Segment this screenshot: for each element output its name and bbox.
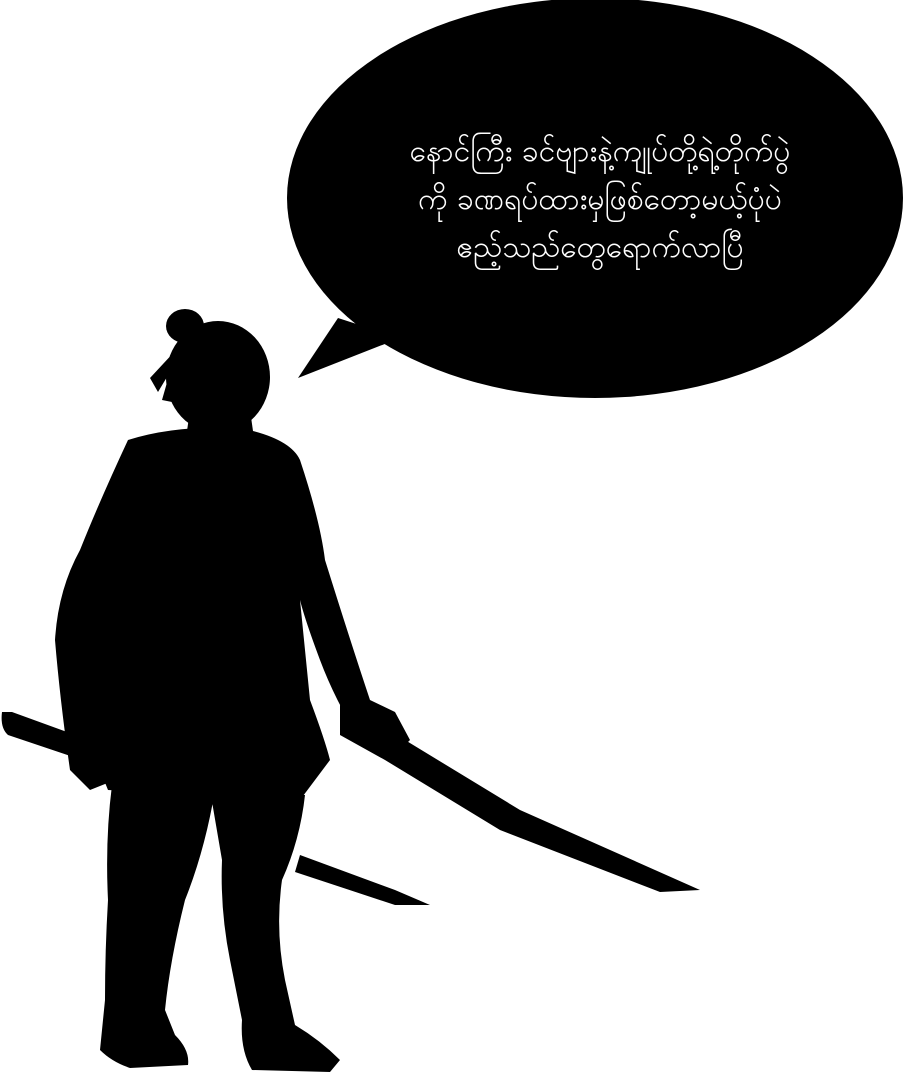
speech-text — [330, 128, 870, 272]
speech-line: ဧည့်သည်တွေရောက်လာပြီ — [456, 230, 744, 265]
speech-line: ကို ခဏရပ်ထားမှဖြစ်တော့မယ့်ပုံပဲ — [418, 182, 782, 217]
samurai-silhouette-icon — [55, 309, 410, 1072]
speech-line: နောင်ကြီး ခင်ဗျားနဲ့ကျုပ်တို့ရဲ့တိုက်ပွဲ — [409, 134, 791, 169]
left-leg — [100, 785, 215, 1068]
right-leg — [210, 790, 340, 1072]
rear-sword-icon — [295, 855, 430, 905]
